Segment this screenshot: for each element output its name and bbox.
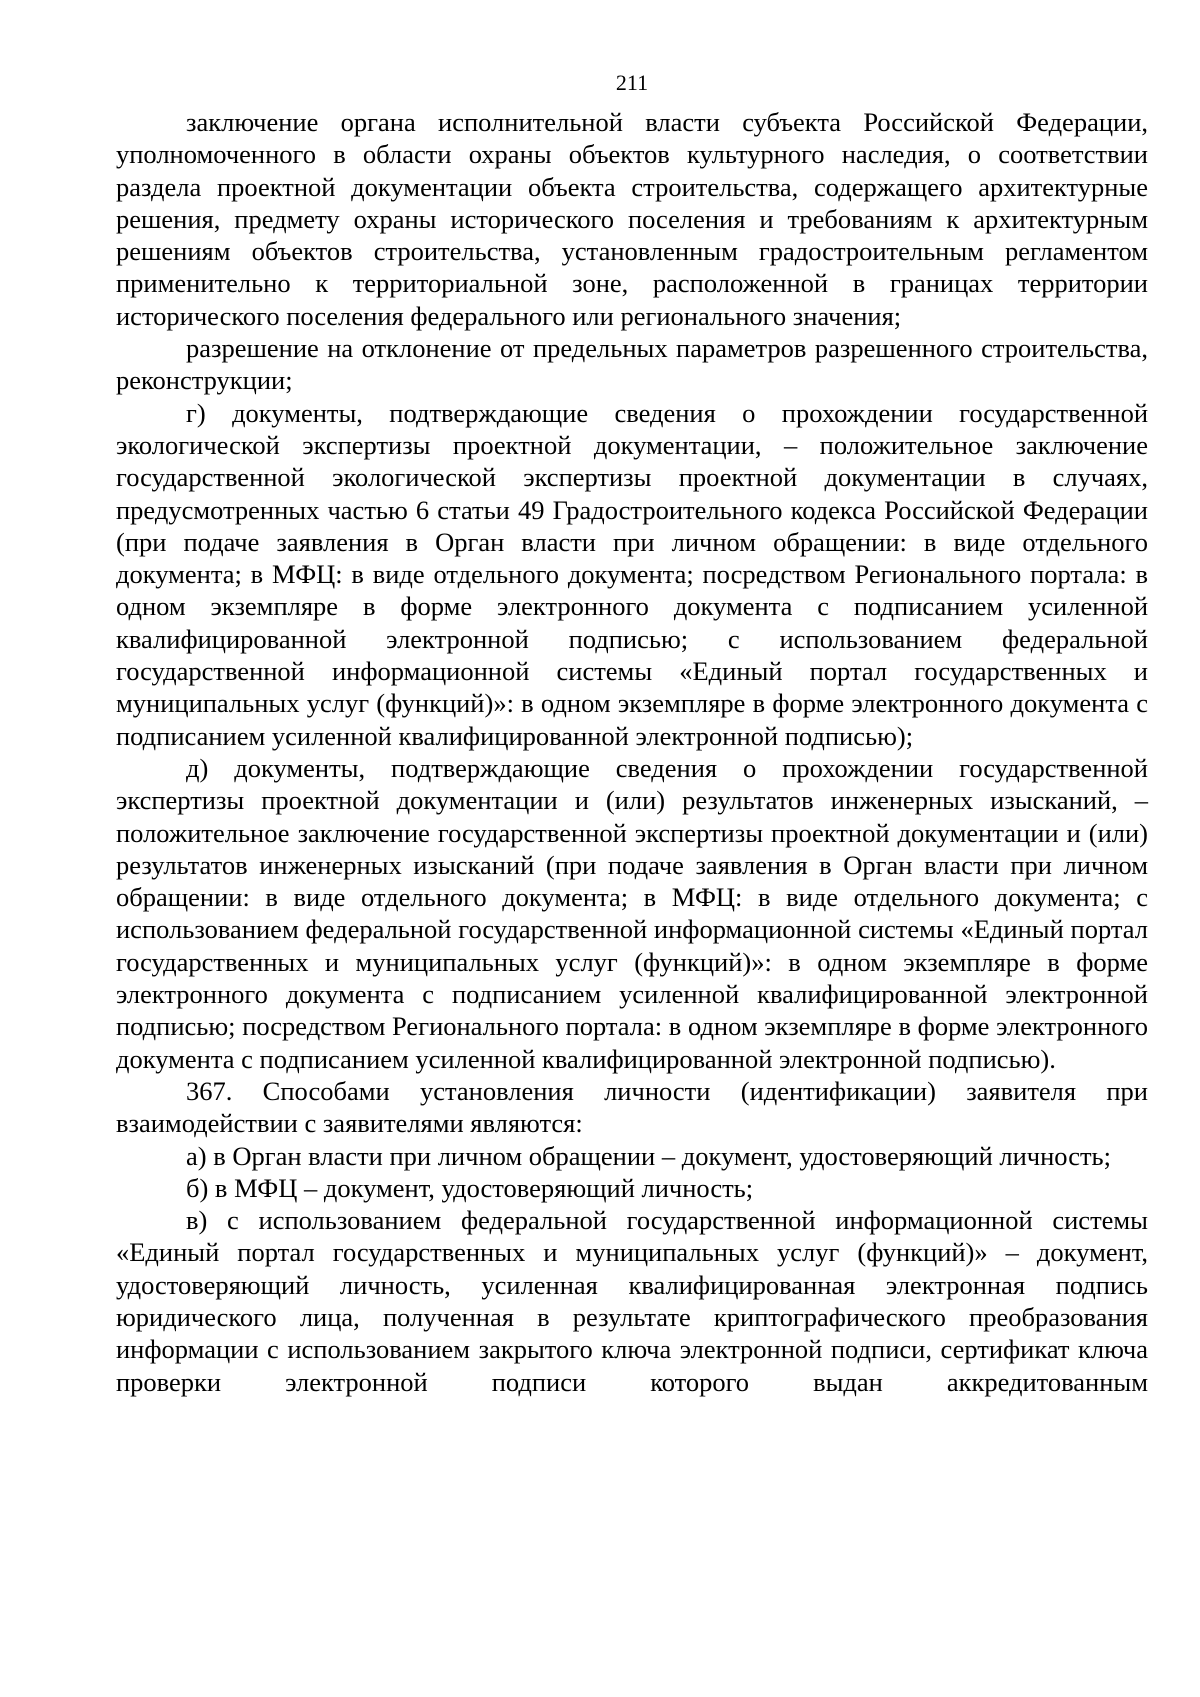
paragraph-item-g: г) документы, подтверждающие сведения о прохождении государственной экологической экспертизы проектной документации, – положительное заключение государственной экологической экспертизы проектной документации в случаях, предусмотренных частью 6 статьи 49 Градостроительного кодекса Российской Федерации (при подаче заявления в Орган власти при личном обращении: в виде отдельного документа; в МФЦ: в виде отдельного документа; посредством Регионального портала: в одном экземпляре в форме электронного документа с подписанием усиленной квалифицированной электронной подписью; с использованием федеральной государственной информационной системы «Единый портал государственных и муниципальных услуг (функций)»: в одном экземпляре в форме электронного документа с подписанием усиленной квалифицированной электронной подписью); (116, 397, 1148, 751)
document-page (116, 70, 1148, 1398)
paragraph-item-a: а) в Орган власти при личном обращении – документ, удостоверяющий личность; (186, 1140, 1111, 1171)
paragraph-item-d: д) документы, подтверждающие сведения о прохождении государственной экспертизы проектной документации и (или) результатов инженерных изысканий, – положительное заключение государственной экспертизы проектной документации и (или) результатов инженерных изысканий (при подаче заявления в Орган власти при личном обращении: в виде отдельного документа; в МФЦ: в виде отдельного документа; с использованием федеральной государственной информационной системы «Единый портал государственных и муниципальных услуг (функций)»: в одном экземпляре в форме электронного документа с подписанием усиленной квалифицированной электронной подписью; посредством Регионального портала: в одном экземпляре в форме электронного документа с подписанием усиленной квалифицированной электронной подписью). (116, 752, 1148, 1074)
paragraph-heritage-conclusion: заключение органа исполнительной власти субъекта Российской Федерации, уполномоченного в области охраны объектов культурного наследия, о соответствии раздела проектной документации объекта строительства, содержащего архитектурные решения, предмету охраны исторического поселения и требованиям к архитектурным решениям объектов строительства, установленным градостроительным регламентом применительно к территориальной зоне, расположенной в границах территории исторического поселения федерального или регионального значения; (116, 107, 1148, 331)
paragraph-367: 367. Способами установления личности (идентификации) заявителя при взаимодействии с заявителями являются: (116, 1075, 1148, 1139)
paragraph-item-v: в) с использованием федеральной государственной информационной системы «Единый портал государственных и муниципальных услуг (функций)» – документ, удостоверяющий личность, усиленная квалифицированная электронная подпись юридического лица, полученная в результате криптографического преобразования информации с использованием закрытого ключа электронной подписи, сертификат ключа проверки электронной подписи которого выдан аккредитованным (116, 1205, 1148, 1397)
paragraph-item-b: б) в МФЦ – документ, удостоверяющий личность; (186, 1172, 754, 1203)
page-number: 211 (615, 70, 649, 95)
paragraph-deviation-permit: разрешение на отклонение от предельных параметров разрешенного строительства, реконструкции; (116, 333, 1148, 396)
